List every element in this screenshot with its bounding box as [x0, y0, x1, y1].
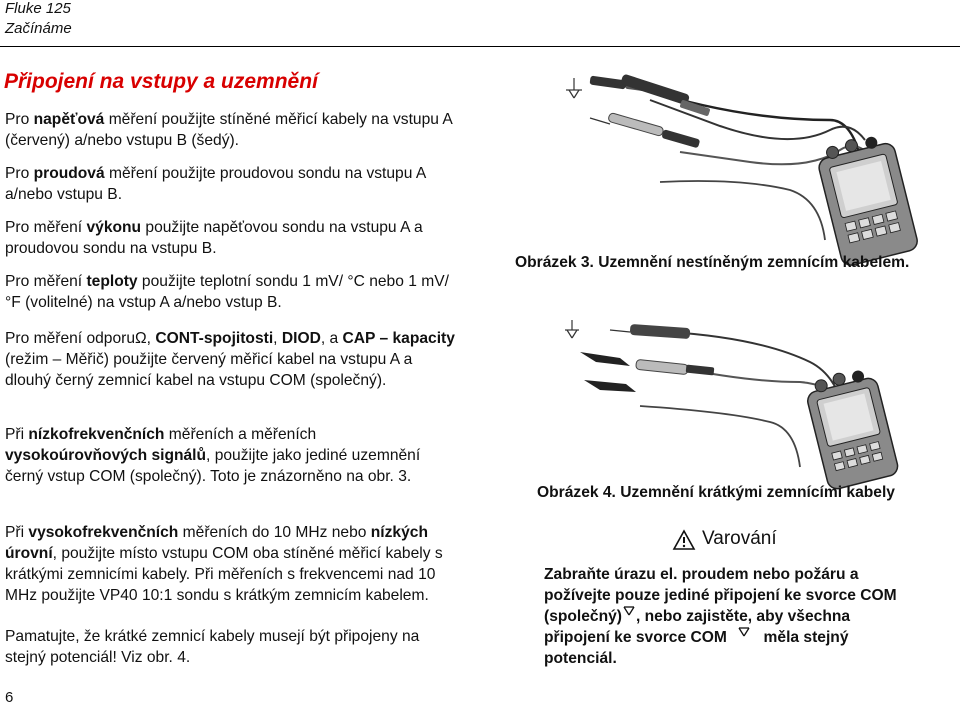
header-product: Fluke 125 [5, 0, 71, 17]
warning-body: Zabraňte úrazu el. proudem nebo požáru a požívejte pouze jediné připojení ke svorce COM (společný) , nebo zajistěte, aby všechna připojení ke svorce COM měla stejný potenciál. [544, 566, 897, 667]
figure-3-illustration [560, 60, 940, 250]
ground-symbol-icon [731, 625, 759, 641]
probe-b-icon [636, 359, 715, 375]
ground-symbol-icon [622, 604, 636, 620]
header-chapter: Začínáme [5, 20, 72, 37]
paragraph-resistance: Pro měření odporuΩ, CONT-spojitosti, DIOD, a CAP – kapacity (režim – Měřič) použijte červený měřicí kabel na vstupu A a dlouhý černý zemnicí kabel na vstupu COM (společný). [5, 330, 455, 389]
paragraph-voltage: Pro napěťová měření použijte stíněné měřicí kabely na vstupu A (červený) a/nebo vstupu B (šedý). [5, 111, 452, 149]
ground-clip-icon [580, 352, 636, 392]
section-title: Připojení na vstupy a uzemnění [4, 70, 318, 93]
warning-triangle-icon [672, 529, 696, 551]
ground-symbol-icon [566, 78, 582, 98]
figure-4-illustration [560, 302, 900, 477]
paragraph-power: Pro měření výkonu použijte napěťovou sondu na vstupu A a proudovou sondu na vstupu B. [5, 219, 423, 257]
paragraph-current: Pro proudová měření použijte proudovou sondu na vstupu A a/nebo vstupu B. [5, 165, 426, 203]
figure-3-caption: Obrázek 3. Uzemnění nestíněným zemnícím kabelem. [515, 254, 910, 271]
paragraph-low-frequency: Při nízkofrekvenčních měřeních a měřeních vysokoúrovňových signálů, použijte jako jediné uzemnění černý vstup COM (společný). Toto je znázorněno na obr. 3. [5, 426, 421, 485]
scopemeter-device-icon [814, 130, 919, 267]
probe-a-icon [610, 324, 690, 339]
figure-4-caption: Obrázek 4. Uzemnění krátkými zemnícími kabely [537, 484, 895, 501]
scopemeter-device-icon [803, 365, 900, 491]
paragraph-note: Pamatujte, že krátké zemnicí kabely musejí být připojeny na stejný potenciál! Viz obr. 4. [5, 628, 420, 666]
header-rule [0, 46, 960, 47]
page-number: 6 [5, 689, 14, 706]
paragraph-high-frequency: Při vysokofrekvenčních měřeních do 10 MHz nebo nízkých úrovní, použijte místo vstupu COM oba stíněné měřicí kabely s krátkými zemnicími kabely. Při měřeních s frekvencemi nad 10 MHz použijte VP40 10:1 sondu s krátkým zemnicím kabelem. [5, 524, 443, 604]
paragraph-temperature: Pro měření teploty použijte teplotní sondu 1 mV/ °C nebo 1 mV/ °F (volitelné) na vstup A a/nebo vstup B. [5, 273, 449, 311]
warning-title: Varování [702, 528, 777, 549]
probe-b-icon [590, 112, 700, 148]
ground-symbol-icon [565, 320, 579, 338]
